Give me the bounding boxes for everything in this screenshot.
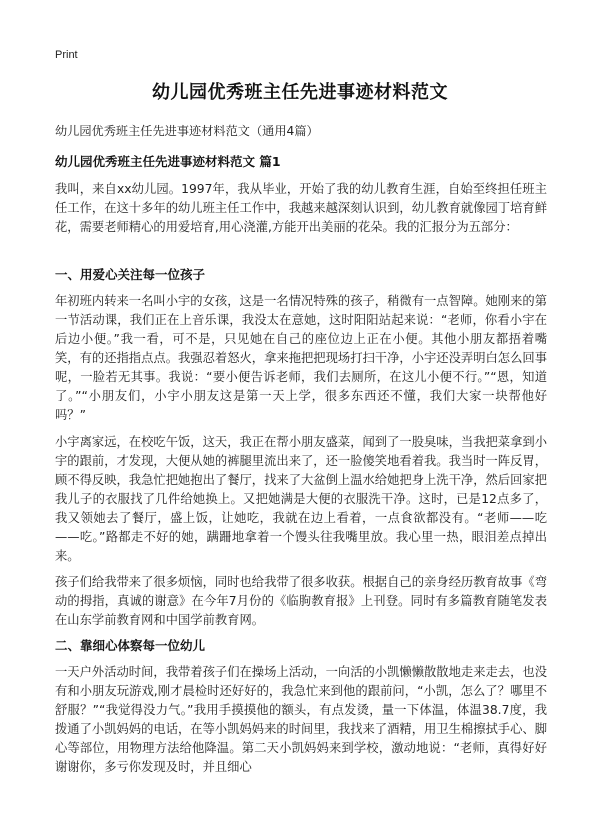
section-heading-1: 一、用爱心关注每一位孩子: [55, 267, 206, 282]
intro-paragraph: 我叫，来自xx幼儿园。1997年，我从毕业，开始了我的幼儿教育生涯，自始至终担任班主任工作，在这十多年的幼儿班主任工作中，我越来越深刻认识到，幼儿教育就像园丁培育鲜花，需要老师精心的用爱培育,用心浇灌,方能开出美丽的花朵。我的汇报分为五部分：: [55, 182, 547, 234]
page-title: 幼儿园优秀班主任先进事迹材料范文: [152, 82, 448, 103]
section2-paragraph-1: 一天户外活动时间，我带着孩子们在操场上活动，一向活的小凯懒懒散散地走来走去，也没有和小朋友玩游戏,刚才晨检时还好好的，我急忙来到他的跟前问，“小凯，怎么了？哪里不舒服？”“我觉得没力气。”我用手摸摸他的额头，有点发烫，量一下体温，体温38.7度，我拨通了小凯妈妈的电话，在等小凯妈妈来的时间里，我找来了酒精，用卫生棉擦拭手心、脚心等部位，用物理方法给他降温。第二天小凯妈妈来到学校，激动地说：“老师，真得好好谢谢你，多亏你发现及时，并且细心: [55, 665, 547, 774]
document-subtitle: 幼儿园优秀班主任先进事迹材料范文（通用4篇）: [55, 124, 319, 138]
section1-paragraph-1: 年初班内转来一名叫小宇的女孩，这是一名情况特殊的孩子，稍微有一点智障。她刚来的第一节活动课，我们正在上音乐课，我没太在意她，这时阳阳站起来说：“老师，你看小宇在后边小便。”我一看，可不是，只见她在自己的座位边上正在小便。其他小朋友都捂着嘴笑，有的还指指点点。我强忍着怒火，拿来拖把把现场打扫干净，小宇还没弄明白怎么回事呢，一脸若无其事。我说：“要小便告诉老师，我们去厕所，在这儿小便不行。”“恩，知道了。”“小朋友们，小宇小朋友这是第一天上学，很多东西还不懂，我们大家一块帮他好吗？”: [55, 294, 547, 422]
section1-paragraph-3: 孩子们给我带来了很多烦恼，同时也给我带了很多收获。根据自己的亲身经历教育故事《弯动的拇指，真诚的谢意》在今年7月份的《临朐教育报》上刊登。同时有多篇教育随笔发表在山东学前教育网和中国学前教育网。: [55, 575, 547, 627]
article-heading: 幼儿园优秀班主任先进事迹材料范文 篇1: [55, 154, 281, 169]
section-heading-2: 二、靠细心体察每一位幼儿: [55, 638, 206, 653]
print-link[interactable]: Print: [55, 49, 78, 61]
section1-paragraph-2: 小宇离家远，在校吃午饭，这天，我正在帮小朋友盛菜，闻到了一股臭味，当我把菜拿到小宇的跟前，才发现，大便从她的裤腿里流出来了，还一脸傻笑地看着我。我当时一阵反胃，顾不得反映，我急忙把她抱出了餐厅，找来了大盆倒上温水给她把身上洗干净，然后回家把我儿子的衣服找了几件给她换上。又把她满是大便的衣服洗干净。这时，已是12点多了，我又领她去了餐厅，盛上饭，让她吃，我就在边上看着，一点食欲都没有。“老师——吃——吃。”路都走不好的她，蹒跚地拿着一个馒头往我嘴里放。我心里一热，眼泪差点掉出来。: [55, 435, 547, 563]
